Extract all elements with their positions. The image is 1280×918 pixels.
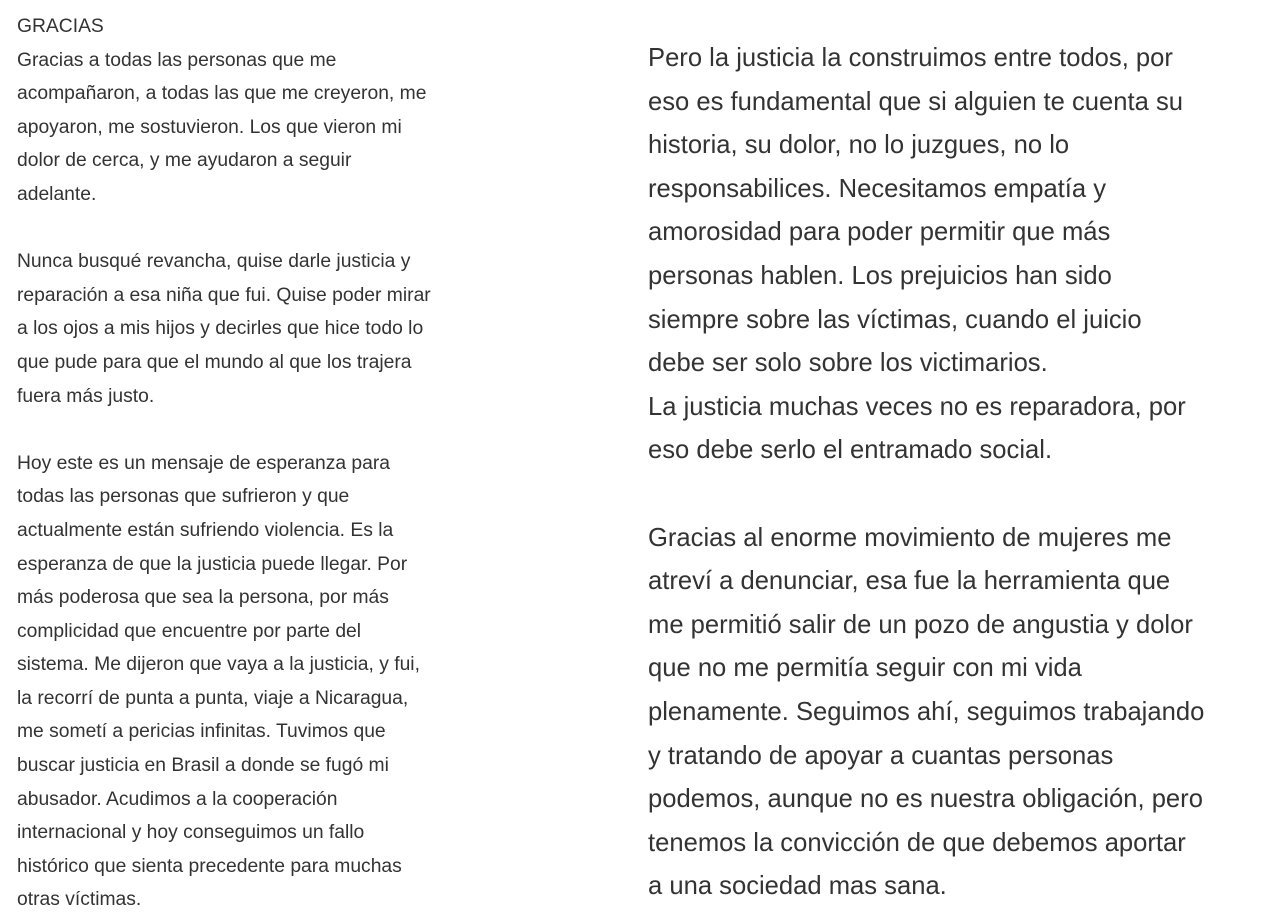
text-line: Gracias al enorme movimiento de mujeres me bbox=[648, 523, 1172, 552]
text-line: histórico que sienta precedente para muchas bbox=[17, 855, 402, 877]
text-line: adelante. bbox=[17, 183, 97, 205]
text-line: La justicia muchas veces no es reparadora, por bbox=[648, 392, 1186, 421]
text-line: atreví a denunciar, esa fue la herramienta que bbox=[648, 567, 1171, 596]
text-line: a una sociedad mas sana. bbox=[648, 872, 947, 901]
text-line: internacional y hoy conseguimos un fallo bbox=[17, 822, 365, 844]
text-line: actualmente están sufriendo violencia. Es la bbox=[17, 519, 394, 541]
paragraph-gap bbox=[17, 212, 607, 246]
text-line: la recorrí de punta a punta, viaje a Nicaragua, bbox=[17, 687, 409, 709]
text-line: Gracias a todas las personas que me bbox=[17, 49, 337, 71]
text-line: responsabilices. Necesitamos empatía y bbox=[648, 174, 1107, 203]
text-line: esperanza de que la justicia puede llegar. Por bbox=[17, 553, 408, 575]
text-line: complicidad que encuentre por parte del bbox=[17, 620, 362, 642]
text-line: plenamente. Seguimos ahí, seguimos trabajando bbox=[648, 697, 1205, 726]
letter-title: GRACIAS bbox=[17, 16, 104, 37]
paragraph-gap bbox=[648, 473, 1278, 517]
paragraph-gap bbox=[17, 413, 607, 447]
text-line: eso debe serlo el entramado social. bbox=[648, 436, 1053, 465]
text-line: me permitió salir de un pozo de angustia y dolor bbox=[648, 610, 1193, 639]
text-line: todas las personas que sufrieron y que bbox=[17, 486, 350, 508]
text-line: debe ser solo sobre los victimarios. bbox=[648, 349, 1048, 378]
text-line: que no me permitía seguir con mi vida bbox=[648, 654, 1082, 683]
right-text-panel bbox=[630, 0, 1280, 918]
text-line: apoyaron, me sostuvieron. Los que vieron mi bbox=[17, 116, 402, 138]
text-line: me sometí a pericias infinitas. Tuvimos que bbox=[17, 721, 386, 743]
right-text-body bbox=[648, 37, 1278, 909]
text-line: Nunca busqué revancha, quise darle justicia y bbox=[17, 251, 411, 273]
text-line: historia, su dolor, no lo juzgues, no lo bbox=[648, 131, 1070, 160]
text-line: acompañaron, a todas las que me creyeron, me bbox=[17, 83, 427, 105]
text-line: dolor de cerca, y me ayudaron a seguir bbox=[17, 150, 352, 172]
text-line: personas hablen. Los prejuicios han sido bbox=[648, 261, 1112, 290]
text-line: podemos, aunque no es nuestra obligación, pero bbox=[648, 785, 1203, 814]
text-line: fuera más justo. bbox=[17, 385, 155, 407]
text-line: sistema. Me dijeron que vaya a la justicia, y fui, bbox=[17, 654, 420, 676]
text-line: tenemos la convicción de que debemos aportar bbox=[648, 828, 1186, 857]
text-line: Pero la justicia la construimos entre todos, por bbox=[648, 44, 1173, 72]
text-line: a los ojos a mis hijos y decirles que hice todo lo bbox=[17, 318, 424, 340]
left-text-panel bbox=[0, 0, 620, 918]
text-line: que pude para que el mundo al que los trajera bbox=[17, 351, 412, 373]
text-line: otras víctimas. bbox=[17, 889, 142, 911]
text-line: siempre sobre las víctimas, cuando el juicio bbox=[648, 305, 1142, 334]
text-line: y tratando de apoyar a cuantas personas bbox=[648, 741, 1114, 770]
left-text-body bbox=[17, 10, 607, 917]
text-line: abusador. Acudimos a la cooperación bbox=[17, 788, 338, 810]
text-line: amorosidad para poder permitir que más bbox=[648, 218, 1111, 247]
text-line: buscar justicia en Brasil a donde se fugó mi bbox=[17, 755, 389, 777]
text-line: reparación a esa niña que fui. Quise poder mirar bbox=[17, 284, 431, 306]
text-line: más poderosa que sea la persona, por más bbox=[17, 587, 389, 609]
text-line: eso es fundamental que si alguien te cuenta su bbox=[648, 87, 1183, 116]
text-line: Hoy este es un mensaje de esperanza para bbox=[17, 452, 390, 474]
